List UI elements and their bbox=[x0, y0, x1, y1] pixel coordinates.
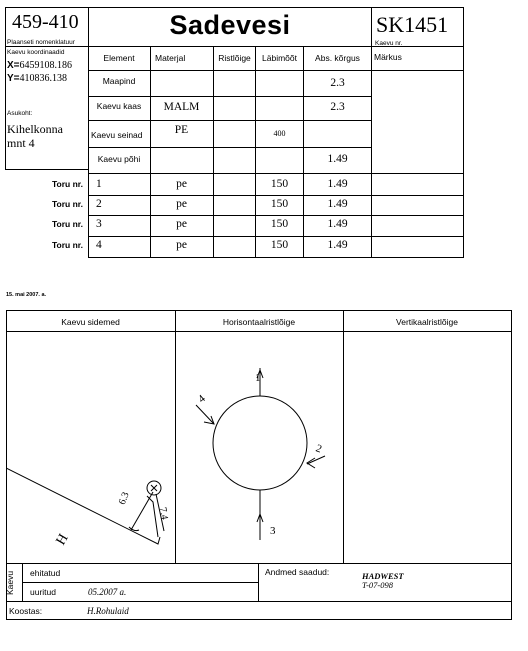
footer-surveyed-label: uuritud bbox=[30, 587, 56, 597]
row-elevation-bottom: 1.49 bbox=[327, 153, 348, 165]
date-note: 15. mai 2007. a. bbox=[6, 292, 47, 298]
well-id: SK1451 bbox=[376, 12, 449, 37]
pipe-diameter-3: 150 bbox=[270, 218, 289, 230]
location-label: Asukoht: bbox=[7, 110, 33, 117]
footer-side-label: Kaevu bbox=[5, 570, 16, 596]
pipe-diameter-2: 150 bbox=[270, 198, 289, 210]
col-header-elevation: Abs. kõrgus bbox=[315, 53, 360, 63]
footer-author-value: H.Rohulaid bbox=[87, 606, 129, 616]
plan-label-3: 3 bbox=[270, 525, 276, 537]
panel-title-vertical: Vertikaalristlõige bbox=[396, 317, 458, 327]
footer-surveyed-value: 05.2007 a. bbox=[88, 587, 127, 597]
plan-label-1: 1 bbox=[255, 372, 261, 384]
tie-label-1: 6.3 bbox=[116, 490, 132, 507]
pipe-material-4: pe bbox=[176, 239, 187, 251]
pipe-elevation-1: 1.49 bbox=[327, 178, 348, 190]
y-value: 410836.138 bbox=[19, 73, 68, 84]
coords-label: Kaevu koordinaadid bbox=[7, 49, 65, 56]
pipe-material-1: pe bbox=[176, 178, 187, 190]
pipe-nr-2: 2 bbox=[96, 198, 102, 210]
pipe-label-3: Toru nr. bbox=[52, 219, 84, 229]
row-label-ground: Maapind bbox=[102, 76, 136, 86]
tie-label-2: 7.4 bbox=[156, 506, 170, 521]
footer-built-label: ehitatud bbox=[30, 568, 61, 578]
pipe-elevation-3: 1.49 bbox=[327, 218, 348, 230]
pipe-material-3: pe bbox=[176, 218, 187, 230]
pipe-elevation-2: 1.49 bbox=[327, 198, 348, 210]
panel-title-ties: Kaevu sidemed bbox=[61, 317, 120, 327]
pipe-diameter-1: 150 bbox=[270, 178, 289, 190]
sheet-number: 459-410 bbox=[12, 11, 79, 33]
well-id-label: Kaevu nr. bbox=[375, 40, 403, 47]
pipe-nr-4: 4 bbox=[96, 239, 102, 251]
col-header-cross: Ristlõige bbox=[218, 53, 251, 63]
pipe-nr-1: 1 bbox=[96, 178, 102, 190]
row-material-lid: MALM bbox=[163, 101, 200, 113]
footer-author-label: Koostas: bbox=[9, 606, 43, 616]
sheet-number-label: Plaanseti nomenklatuur bbox=[7, 39, 75, 46]
plan-label-4: 4 bbox=[195, 392, 208, 406]
x-value: 6459108.186 bbox=[19, 60, 73, 71]
pipe-label-2: Toru nr. bbox=[52, 199, 84, 209]
row-label-lid: Kaevu kaas bbox=[96, 101, 142, 111]
row-material-walls: PE bbox=[174, 124, 189, 136]
col-header-material: Materjal bbox=[155, 53, 186, 63]
row-label-bottom: Kaevu põhi bbox=[97, 154, 141, 164]
pipe-material-2: pe bbox=[176, 198, 187, 210]
x-label: X= bbox=[7, 60, 20, 71]
tie-label-3: H bbox=[53, 531, 72, 548]
location-line1: Kihelkonna bbox=[7, 122, 63, 136]
row-elevation-lid: 2.3 bbox=[330, 101, 345, 113]
footer-source-line1: HADWEST bbox=[362, 571, 404, 581]
footer-source-line2: T-07-098 bbox=[362, 580, 394, 590]
row-diameter-walls: 400 bbox=[273, 129, 286, 138]
pipe-label-1: Toru nr. bbox=[52, 179, 84, 189]
pipe-elevation-4: 1.49 bbox=[327, 239, 348, 251]
plan-label-2: 2 bbox=[314, 442, 324, 456]
col-header-diameter: Läbimõõt bbox=[262, 53, 297, 63]
pipe-nr-3: 3 bbox=[96, 218, 102, 230]
row-label-walls: Kaevu seinad bbox=[91, 130, 143, 140]
panel-title-horizontal: Horisontaalristlõige bbox=[222, 317, 296, 327]
row-elevation-ground: 2.3 bbox=[330, 77, 345, 89]
col-header-note: Märkus bbox=[374, 52, 402, 62]
location-line2: mnt 4 bbox=[7, 136, 35, 150]
pipe-diameter-4: 150 bbox=[270, 239, 289, 251]
page-title: Sadevesi bbox=[169, 10, 291, 40]
y-label: Y= bbox=[7, 73, 20, 84]
footer-source-label: Andmed saadud: bbox=[265, 567, 330, 577]
pipe-label-4: Toru nr. bbox=[52, 240, 84, 250]
col-header-element: Element bbox=[103, 53, 135, 63]
